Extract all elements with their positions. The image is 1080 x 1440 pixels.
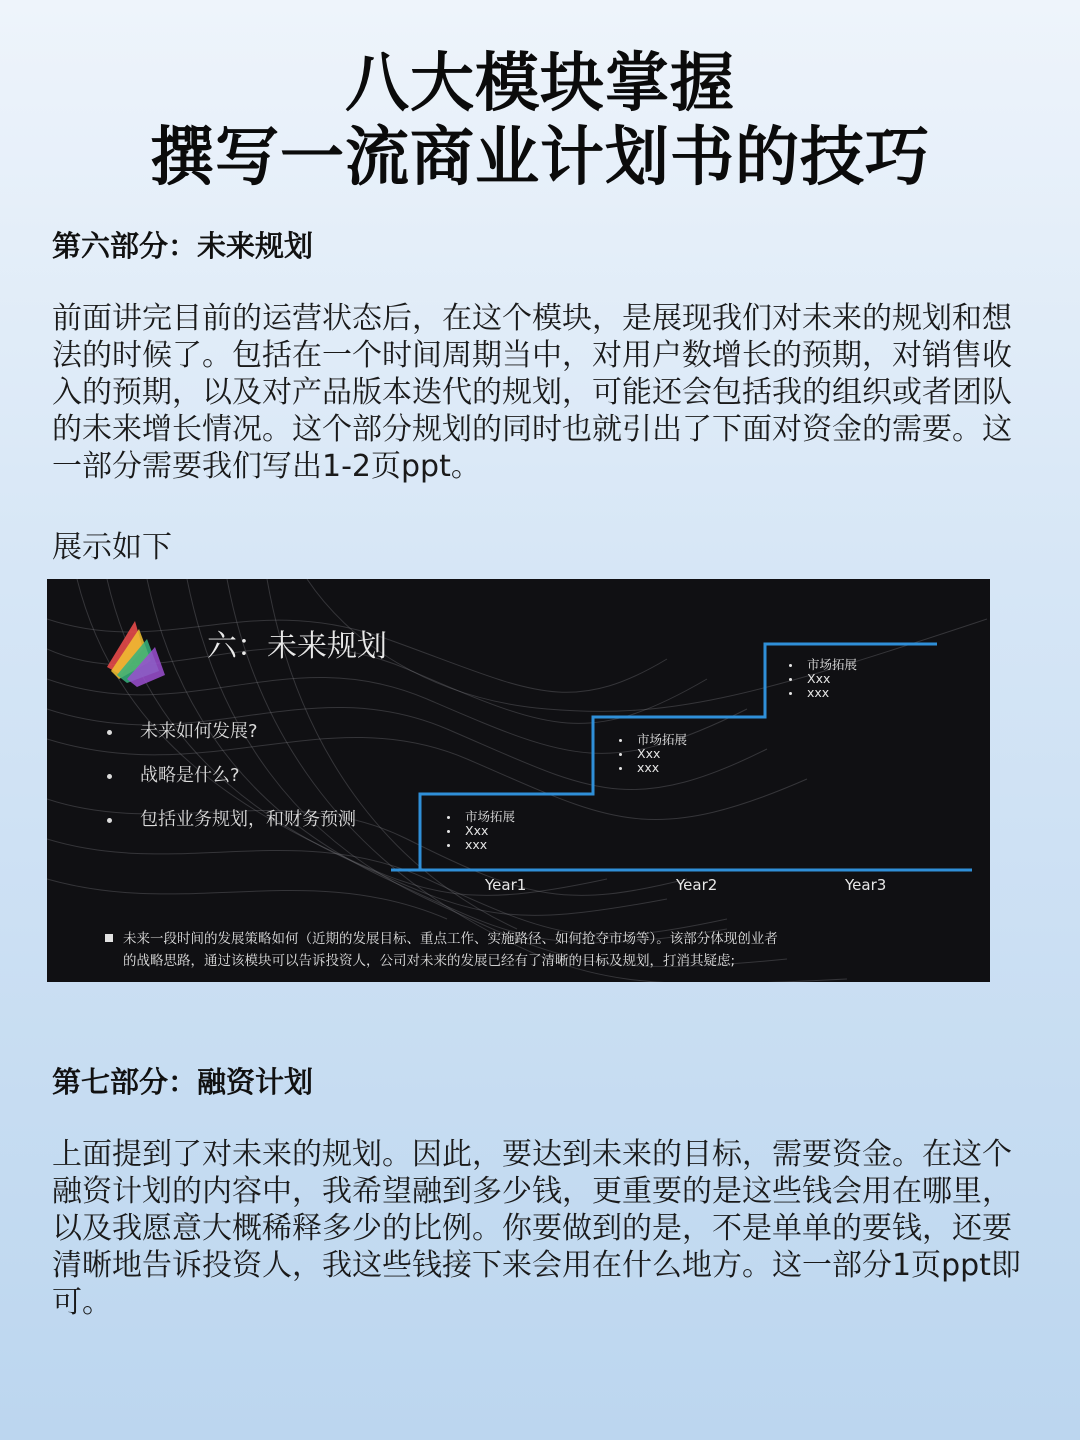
page-title-line2: 撰写一流商业计划书的技巧: [150, 121, 930, 195]
year3-label: Year3: [845, 876, 887, 894]
slide-note: 未来一段时间的发展策略如何（近期的发展目标、重点工作、实施路径、如何抢夺市场等）。该部分体现创业者 的战略思路，通过该模块可以告诉投资人，公司对未来的发展已经有了清晰的目标及规划，打消其疑虑;: [105, 928, 935, 972]
slide-title: 六：未来规划: [207, 629, 387, 664]
slide-question: 未来如何发展?: [107, 717, 258, 743]
section7-paragraph: 上面提到了对未来的规划。因此，要达到未来的目标，需要资金。在这个融资计划的内容中，我希望融到多少钱，更重要的是这些钱会用在哪里，以及我愿意大概稀释多少的比例。你要做到的是，不是单单的要钱，还要清晰地告诉投资人，我这些钱接下来会用在什么地方。这一部分1页ppt即可。: [52, 1137, 1021, 1320]
slide-question: 战略是什么?: [107, 761, 240, 787]
step1-items: 市场拓展 Xxx xxx: [447, 810, 515, 852]
year2-label: Year2: [676, 876, 718, 894]
show-label: 展示如下: [52, 530, 172, 565]
section6-paragraph: 前面讲完目前的运营状态后，在这个模块，是展现我们对未来的规划和想法的时候了。包括在一个时间周期当中，对用户数增长的预期，对销售收入的预期，以及对产品版本迭代的规划，可能还会包括我的组织或者团队的未来增长情况。这个部分规划的同时也就引出了下面对资金的需要。这一部分需要我们写出1-2页ppt。: [52, 301, 1012, 484]
slide-question: 包括业务规划，和财务预测: [107, 805, 356, 831]
slide-image: [47, 579, 990, 982]
step2-items: 市场拓展 Xxx xxx: [619, 733, 687, 775]
page-title-line1: 八大模块掌握: [345, 47, 735, 121]
step3-items: 市场拓展 Xxx xxx: [789, 658, 857, 700]
section7-heading: 第七部分：融资计划: [52, 1065, 314, 1099]
section6-heading: 第六部分：未来规划: [52, 229, 314, 263]
year1-label: Year1: [485, 876, 527, 894]
